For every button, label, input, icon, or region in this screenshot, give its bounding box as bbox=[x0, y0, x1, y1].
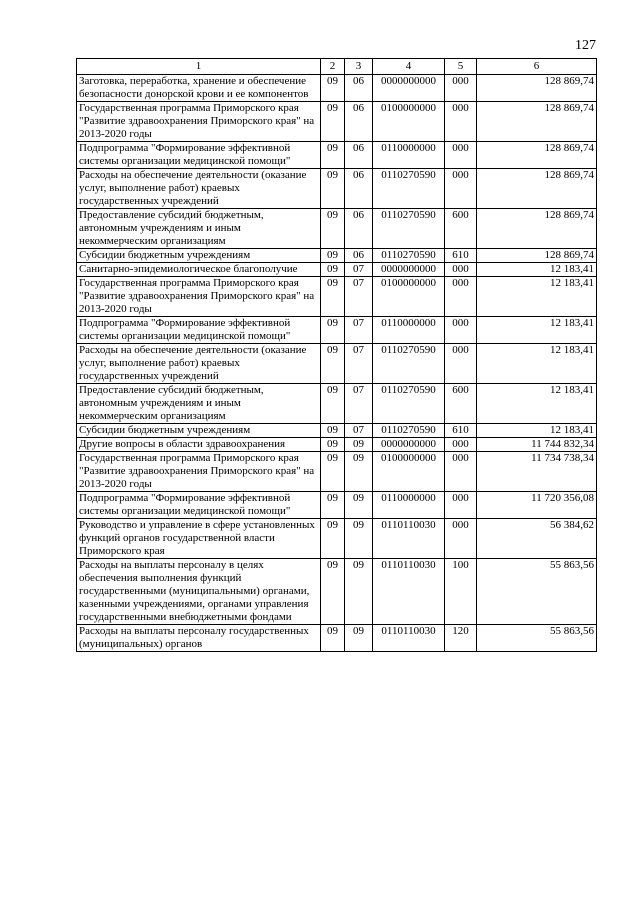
row-expense-type: 000 bbox=[445, 317, 477, 344]
column-header-target-article: 4 bbox=[373, 59, 445, 75]
row-amount: 12 183,41 bbox=[477, 424, 597, 438]
row-section: 09 bbox=[321, 438, 345, 452]
table-row bbox=[77, 492, 597, 519]
row-section: 09 bbox=[321, 142, 345, 169]
row-section: 09 bbox=[321, 384, 345, 424]
row-amount: 11 744 832,34 bbox=[477, 438, 597, 452]
row-target-article: 0110270590 bbox=[373, 424, 445, 438]
row-expense-type: 000 bbox=[445, 344, 477, 384]
table-row bbox=[77, 452, 597, 492]
row-section: 09 bbox=[321, 452, 345, 492]
row-amount: 128 869,74 bbox=[477, 102, 597, 142]
table-row bbox=[77, 424, 597, 438]
row-name: Подпрограмма "Формирование эффективной системы организации медицинской помощи" bbox=[77, 317, 321, 344]
row-target-article: 0110110030 bbox=[373, 559, 445, 625]
row-name: Расходы на выплаты персоналу в целях обеспечения выполнения функций государственными (муниципальными) органами, казенными учреждениями, органами управления государственными внебюджетными фондами bbox=[77, 559, 321, 625]
row-target-article: 0110110030 bbox=[373, 519, 445, 559]
row-expense-type: 000 bbox=[445, 75, 477, 102]
row-amount: 128 869,74 bbox=[477, 75, 597, 102]
row-subsection: 09 bbox=[345, 452, 373, 492]
row-target-article: 0110270590 bbox=[373, 169, 445, 209]
row-section: 09 bbox=[321, 424, 345, 438]
row-subsection: 09 bbox=[345, 438, 373, 452]
row-subsection: 09 bbox=[345, 559, 373, 625]
row-subsection: 06 bbox=[345, 102, 373, 142]
row-subsection: 06 bbox=[345, 142, 373, 169]
row-section: 09 bbox=[321, 75, 345, 102]
row-target-article: 0110270590 bbox=[373, 384, 445, 424]
column-header-subsection: 3 bbox=[345, 59, 373, 75]
row-subsection: 06 bbox=[345, 169, 373, 209]
row-subsection: 09 bbox=[345, 519, 373, 559]
row-name: Государственная программа Приморского края "Развитие здравоохранения Приморского края" на 2013-2020 годы bbox=[77, 102, 321, 142]
row-amount: 56 384,62 bbox=[477, 519, 597, 559]
row-amount: 12 183,41 bbox=[477, 277, 597, 317]
row-subsection: 07 bbox=[345, 424, 373, 438]
row-name: Руководство и управление в сфере установленных функций органов государственной власти Приморского края bbox=[77, 519, 321, 559]
table-row bbox=[77, 277, 597, 317]
row-section: 09 bbox=[321, 492, 345, 519]
row-section: 09 bbox=[321, 169, 345, 209]
row-expense-type: 000 bbox=[445, 263, 477, 277]
row-name: Подпрограмма "Формирование эффективной системы организации медицинской помощи" bbox=[77, 142, 321, 169]
row-section: 09 bbox=[321, 277, 345, 317]
row-target-article: 0110000000 bbox=[373, 142, 445, 169]
row-section: 09 bbox=[321, 519, 345, 559]
table-row bbox=[77, 263, 597, 277]
row-target-article: 0110000000 bbox=[373, 317, 445, 344]
row-name: Расходы на обеспечение деятельности (оказание услуг, выполнение работ) краевых государственных учреждений bbox=[77, 344, 321, 384]
row-name: Другие вопросы в области здравоохранения bbox=[77, 438, 321, 452]
row-amount: 12 183,41 bbox=[477, 384, 597, 424]
row-subsection: 07 bbox=[345, 344, 373, 384]
row-section: 09 bbox=[321, 344, 345, 384]
row-name: Заготовка, переработка, хранение и обеспечение безопасности донорской крови и ее компонентов bbox=[77, 75, 321, 102]
row-expense-type: 000 bbox=[445, 492, 477, 519]
row-subsection: 07 bbox=[345, 263, 373, 277]
row-target-article: 0100000000 bbox=[373, 102, 445, 142]
row-name: Государственная программа Приморского края "Развитие здравоохранения Приморского края" на 2013-2020 годы bbox=[77, 277, 321, 317]
row-expense-type: 600 bbox=[445, 209, 477, 249]
row-target-article: 0000000000 bbox=[373, 263, 445, 277]
table-row bbox=[77, 559, 597, 625]
row-expense-type: 120 bbox=[445, 625, 477, 652]
table-row bbox=[77, 142, 597, 169]
row-name: Предоставление субсидий бюджетным, автономным учреждениям и иным некоммерческим организациям bbox=[77, 209, 321, 249]
row-expense-type: 000 bbox=[445, 438, 477, 452]
row-name: Расходы на обеспечение деятельности (оказание услуг, выполнение работ) краевых государственных учреждений bbox=[77, 169, 321, 209]
row-amount: 128 869,74 bbox=[477, 169, 597, 209]
row-section: 09 bbox=[321, 102, 345, 142]
column-header-name: 1 bbox=[77, 59, 321, 75]
row-expense-type: 100 bbox=[445, 559, 477, 625]
row-target-article: 0110110030 bbox=[373, 625, 445, 652]
row-amount: 12 183,41 bbox=[477, 263, 597, 277]
table-row bbox=[77, 344, 597, 384]
row-section: 09 bbox=[321, 263, 345, 277]
table-row bbox=[77, 102, 597, 142]
page-number: 127 bbox=[575, 38, 596, 53]
row-section: 09 bbox=[321, 559, 345, 625]
row-subsection: 06 bbox=[345, 209, 373, 249]
row-name: Подпрограмма "Формирование эффективной системы организации медицинской помощи" bbox=[77, 492, 321, 519]
row-target-article: 0000000000 bbox=[373, 438, 445, 452]
column-header-section: 2 bbox=[321, 59, 345, 75]
row-amount: 12 183,41 bbox=[477, 344, 597, 384]
row-section: 09 bbox=[321, 625, 345, 652]
row-target-article: 0100000000 bbox=[373, 452, 445, 492]
row-name: Предоставление субсидий бюджетным, автономным учреждениям и иным некоммерческим организациям bbox=[77, 384, 321, 424]
row-subsection: 09 bbox=[345, 492, 373, 519]
row-amount: 128 869,74 bbox=[477, 249, 597, 263]
row-expense-type: 000 bbox=[445, 102, 477, 142]
row-subsection: 07 bbox=[345, 277, 373, 317]
table-row bbox=[77, 384, 597, 424]
row-section: 09 bbox=[321, 249, 345, 263]
row-amount: 11 734 738,34 bbox=[477, 452, 597, 492]
row-amount: 128 869,74 bbox=[477, 209, 597, 249]
row-name: Субсидии бюджетным учреждениям bbox=[77, 424, 321, 438]
row-expense-type: 610 bbox=[445, 424, 477, 438]
table-row bbox=[77, 75, 597, 102]
row-target-article: 0110270590 bbox=[373, 249, 445, 263]
row-target-article: 0110270590 bbox=[373, 344, 445, 384]
row-section: 09 bbox=[321, 317, 345, 344]
row-expense-type: 600 bbox=[445, 384, 477, 424]
row-subsection: 07 bbox=[345, 317, 373, 344]
row-target-article: 0100000000 bbox=[373, 277, 445, 317]
table-row bbox=[77, 317, 597, 344]
row-target-article: 0000000000 bbox=[373, 75, 445, 102]
row-subsection: 06 bbox=[345, 75, 373, 102]
row-section: 09 bbox=[321, 209, 345, 249]
column-header-amount: 6 bbox=[477, 59, 597, 75]
table-row bbox=[77, 209, 597, 249]
row-name: Государственная программа Приморского края "Развитие здравоохранения Приморского края" на 2013-2020 годы bbox=[77, 452, 321, 492]
row-subsection: 06 bbox=[345, 249, 373, 263]
row-amount: 128 869,74 bbox=[477, 142, 597, 169]
row-amount: 11 720 356,08 bbox=[477, 492, 597, 519]
row-expense-type: 000 bbox=[445, 519, 477, 559]
column-header-expense-type: 5 bbox=[445, 59, 477, 75]
row-target-article: 0110270590 bbox=[373, 209, 445, 249]
row-name: Расходы на выплаты персоналу государственных (муниципальных) органов bbox=[77, 625, 321, 652]
row-amount: 55 863,56 bbox=[477, 559, 597, 625]
row-amount: 12 183,41 bbox=[477, 317, 597, 344]
table-row bbox=[77, 249, 597, 263]
row-expense-type: 000 bbox=[445, 277, 477, 317]
row-expense-type: 610 bbox=[445, 249, 477, 263]
row-name: Субсидии бюджетным учреждениям bbox=[77, 249, 321, 263]
budget-table bbox=[76, 58, 597, 652]
table-row bbox=[77, 438, 597, 452]
header-row bbox=[77, 59, 597, 75]
table-row bbox=[77, 519, 597, 559]
row-target-article: 0110000000 bbox=[373, 492, 445, 519]
row-expense-type: 000 bbox=[445, 142, 477, 169]
row-expense-type: 000 bbox=[445, 452, 477, 492]
row-expense-type: 000 bbox=[445, 169, 477, 209]
table-row bbox=[77, 169, 597, 209]
row-name: Санитарно-эпидемиологическое благополучие bbox=[77, 263, 321, 277]
table-row bbox=[77, 625, 597, 652]
row-amount: 55 863,56 bbox=[477, 625, 597, 652]
row-subsection: 07 bbox=[345, 384, 373, 424]
row-subsection: 09 bbox=[345, 625, 373, 652]
